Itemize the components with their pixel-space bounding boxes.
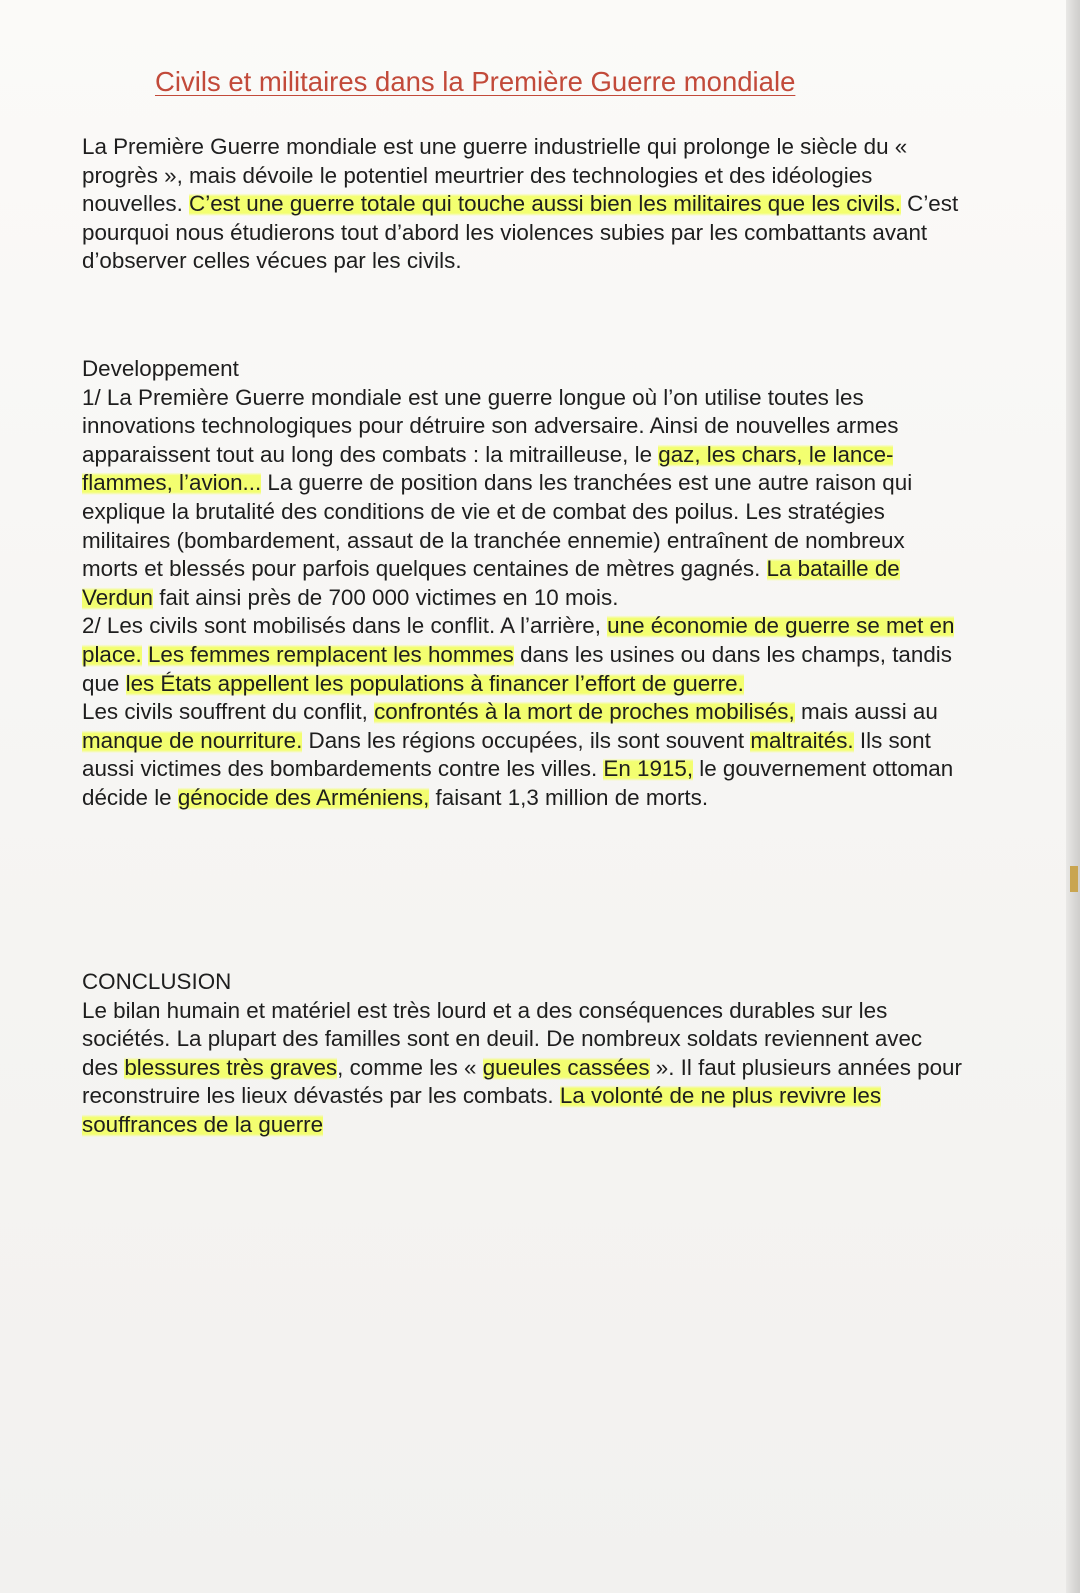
dev2-highlight-1: une économie de guerre se met en place. xyxy=(82,613,955,667)
concl-text-3: ». Il faut plusieurs années pour reconstruire les lieux dévastés par les combats. xyxy=(82,1054,962,1109)
dev1-text-1: 1/ La Première Guerre mondiale est une guerre longue où l’on utilise toutes les innovations technologiques pour détruire son adversaire. Ainsi de nouvelles armes apparaissent tout au long des combats : la mitrailleuse, le xyxy=(82,384,899,467)
development-point-2 xyxy=(82,612,962,698)
conclusion-paragraph xyxy=(82,997,962,1140)
conclusion-heading: CONCLUSION xyxy=(82,969,232,994)
document-title: Civils et militaires dans la Première Guerre mondiale xyxy=(155,66,796,97)
edge-tab-mark xyxy=(1070,866,1078,892)
dev2-highlight-3: les États appellent les populations à financer l’effort de guerre. xyxy=(125,670,744,696)
intro-text-2: C’est pourquoi nous étudierons tout d’abord les violences subies par les combattants avant d’observer celles vécues par les civils. xyxy=(82,191,959,274)
dev1-highlight-2: La bataille de Verdun xyxy=(82,556,900,610)
development-point-1 xyxy=(82,384,962,613)
dev3-text-5: le gouvernement ottoman décide le xyxy=(82,756,954,810)
concl-highlight-3: La volonté de ne plus revivre les souffrances de la guerre xyxy=(82,1083,882,1137)
concl-highlight-2: gueules cassées xyxy=(482,1054,650,1080)
intro-text-1: La Première Guerre mondiale est une guerre industrielle qui prolonge le siècle du « progrès », mais dévoile le potentiel meurtrier des technologies et des idéologies nouvelles. xyxy=(82,134,908,217)
development-heading: Developpement xyxy=(82,356,239,381)
dev3-highlight-4: En 1915, xyxy=(603,756,694,782)
development-point-3 xyxy=(82,698,962,812)
dev1-highlight-1: gaz, les chars, le lance-flammes, l’avion... xyxy=(82,441,894,496)
dev2-text-1: 2/ Les civils sont mobilisés dans le conflit. A l’arrière, xyxy=(82,613,608,639)
dev3-text-2: mais aussi au xyxy=(794,699,938,725)
dev1-text-2: La guerre de position dans les tranchées est une autre raison qui explique la brutalité des conditions de vie et de combat des poilus. Les stratégies militaires (bombardement, assaut de la tranchée ennemie) entraînent de nombreux morts et blessés pour parfois quelques centaines de mètres gagnés. xyxy=(82,470,913,582)
dev3-highlight-5: génocide des Arméniens, xyxy=(177,784,430,810)
concl-highlight-1: blessures très graves xyxy=(124,1054,338,1080)
dev1-text-3: fait ainsi près de 700 000 victimes en 10 mois. xyxy=(152,584,619,610)
dev3-text-4: Ils sont aussi victimes des bombardements contre les villes. xyxy=(82,727,931,782)
dev3-text-6: faisant 1,3 million de morts. xyxy=(429,784,709,810)
introduction-paragraph xyxy=(82,133,962,276)
concl-text-2: , comme les « xyxy=(337,1054,483,1080)
dev3-text-1: Les civils souffrent du conflit, xyxy=(82,699,375,725)
concl-text-1: Le bilan humain et matériel est très lourd et a des conséquences durables sur les sociétés. La plupart des familles sont en deuil. De nombreux soldats reviennent avec des xyxy=(82,997,923,1080)
conclusion-section xyxy=(82,968,962,1140)
intro-highlight-1: C’est une guerre totale qui touche aussi bien les militaires que les civils. xyxy=(189,191,901,217)
dev2-highlight-2: Les femmes remplacent les hommes xyxy=(147,641,514,667)
dev3-text-3: Dans les régions occupées, ils sont souvent xyxy=(302,727,751,753)
development-section xyxy=(82,355,962,813)
dev2-text-3: dans les usines ou dans les champs, tandis que xyxy=(82,641,952,696)
page-edge-shadow xyxy=(1066,0,1080,1593)
dev3-highlight-2: manque de nourriture. xyxy=(82,727,303,753)
dev3-highlight-3: maltraités. xyxy=(750,727,854,753)
dev3-highlight-1: confrontés à la mort de proches mobilisés, xyxy=(374,699,795,725)
